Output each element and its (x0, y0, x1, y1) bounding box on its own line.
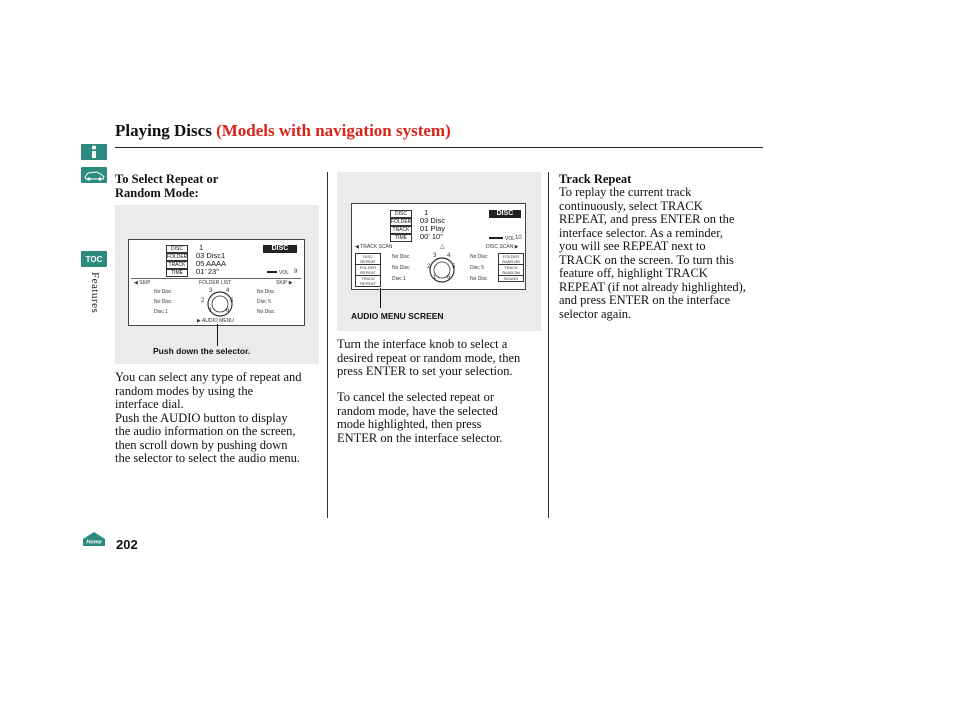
audio-screen-1 (128, 239, 305, 326)
menu-folder-repeat[interactable]: FOLDER REPEAT (355, 264, 381, 276)
num-2: 2 (201, 298, 205, 304)
num-1: 1 (209, 308, 213, 314)
disc-value: 1 (424, 208, 429, 217)
col1-figure (115, 205, 319, 364)
slot-5: Disc 5 (257, 299, 271, 305)
selector-dial-icon (428, 256, 456, 284)
disc-badge: DISC (263, 245, 297, 253)
menu-folder-random[interactable]: FOLDER RANDOM (498, 253, 524, 265)
column-divider-2 (548, 172, 549, 518)
track-value: 01 Play (420, 224, 446, 233)
up-arrow-icon: △ (440, 244, 445, 250)
info-icon[interactable] (81, 144, 107, 160)
page-number: 202 (116, 537, 138, 552)
track-label: TRACK (166, 261, 188, 269)
time-label: TIME (390, 234, 412, 242)
track-label: TRACK (390, 226, 412, 234)
toc-button[interactable] (81, 251, 107, 267)
volume-value: 10 (515, 235, 522, 241)
skip-right-label: SKIP (276, 280, 288, 286)
folder-label: FOLDER (167, 254, 188, 260)
slot-4: No Disc (257, 289, 275, 295)
track-value: 05 AAAA (196, 259, 227, 268)
disc-label: DISC (166, 245, 188, 253)
audio-menu-screen (351, 203, 526, 290)
skip-left-label: SKIP (139, 280, 151, 286)
time-value: 00' 10" (420, 232, 443, 241)
col2-figure (337, 172, 541, 331)
num-6: 6 (226, 308, 230, 314)
time-value: 01' 23" (196, 267, 219, 276)
menu-disc-repeat[interactable]: DISC REPEAT (355, 253, 381, 265)
slot-2: No Disc (392, 265, 410, 271)
disc-scan-label: DISC SCAN (486, 244, 514, 250)
slot-2: No Disc (154, 299, 172, 305)
col2-para1: Turn the interface knob to select a desired repeat or random mode, then press ENTER to set your selection. (337, 337, 521, 378)
col2-para2: To cancel the selected repeat or random mode, have the selected mode highlighted, then press ENTER on the interface selector. (337, 390, 503, 445)
menu-track-repeat[interactable]: TRACK REPEAT (355, 275, 381, 287)
car-glyph-icon (83, 169, 105, 181)
divider (131, 278, 301, 279)
section-label: Features (89, 272, 101, 314)
slot-1: Disc 1 (154, 309, 168, 315)
home-label: Home (86, 539, 102, 546)
num-2: 2 (427, 264, 431, 270)
num-4: 4 (226, 288, 230, 294)
page-title (115, 121, 451, 141)
col1-heading: To Select Repeat or Random Mode: (115, 172, 219, 200)
pointer-line (217, 324, 218, 346)
num-1: 1 (433, 275, 437, 281)
folder-value: 03 Disc1 (196, 251, 226, 260)
slot-6: No Disc (470, 276, 488, 282)
folder-label: FOLDER (391, 219, 412, 225)
slot-1: Disc 1 (392, 276, 406, 282)
menu-sound[interactable]: SOUND (498, 275, 524, 282)
pointer-line (380, 288, 381, 308)
toc-label: TOC (85, 254, 103, 264)
title-main: Playing Discs (115, 121, 217, 140)
slot-3: No Disc (154, 289, 172, 295)
disc-label: DISC (390, 210, 412, 218)
disc-scan: DISC SCAN ▶ (486, 244, 519, 250)
skip-right: SKIP ▶ (276, 280, 293, 286)
num-3: 3 (209, 288, 213, 294)
home-icon (81, 531, 107, 547)
col3-body: To replay the current track continuously, select TRACK REPEAT, and press ENTER on the interface selector. As a reminder, you will see REPEAT next to TRACK on the screen. To turn this feature off, highlight TRACK REPEAT (if not already highlighted), and press ENTER on the interface selector again. (559, 185, 746, 321)
title-rule (115, 147, 763, 148)
num-3: 3 (433, 253, 437, 259)
num-4: 4 (447, 253, 451, 259)
info-glyph-icon (89, 145, 99, 159)
audio-menu-text: AUDIO MENU (201, 318, 234, 324)
num-5: 5 (452, 264, 456, 270)
disc-value: 1 (199, 243, 204, 252)
car-icon[interactable] (81, 167, 107, 183)
home-button[interactable] (81, 531, 107, 547)
title-subtitle: (Models with navigation system) (216, 121, 451, 140)
slot-6: No Disc (257, 309, 275, 315)
slot-3: No Disc (392, 254, 410, 260)
audio-menu-label: ▶ AUDIO MENU (197, 318, 234, 324)
col3-heading: Track Repeat (559, 172, 632, 186)
track-scan-label: TRACK SCAN (360, 244, 393, 250)
column-divider-1 (327, 172, 328, 518)
col1-body: You can select any type of repeat and random modes by using the interface dial. Push the AUDIO button to display the audio information on the screen, then scroll down by pushing down the selector to select the audio menu. (115, 370, 302, 465)
menu-track-random[interactable]: TRACK RANDOM (498, 264, 524, 276)
selector-dial-icon (206, 290, 234, 318)
track-scan: ◀ TRACK SCAN (355, 244, 393, 250)
volume-label: VOL (505, 236, 516, 242)
col2-figure-caption: AUDIO MENU SCREEN (351, 311, 444, 321)
volume-bar (489, 237, 503, 239)
volume-value: 9 (294, 269, 298, 275)
slot-5: Disc 5 (470, 265, 484, 271)
disc-badge: DISC (489, 210, 521, 218)
col1-figure-caption: Push down the selector. (153, 346, 251, 356)
volume-bar (267, 271, 277, 273)
folder-value: 03 Disc (420, 216, 446, 225)
folder-list: FOLDER LIST (199, 280, 232, 286)
num-5: 5 (230, 298, 234, 304)
volume-label: VOL (279, 270, 290, 276)
skip-left: ◀ SKIP (134, 280, 151, 286)
num-6: 6 (447, 275, 451, 281)
time-label: TIME (166, 269, 188, 277)
slot-4: No Disc (470, 254, 488, 260)
